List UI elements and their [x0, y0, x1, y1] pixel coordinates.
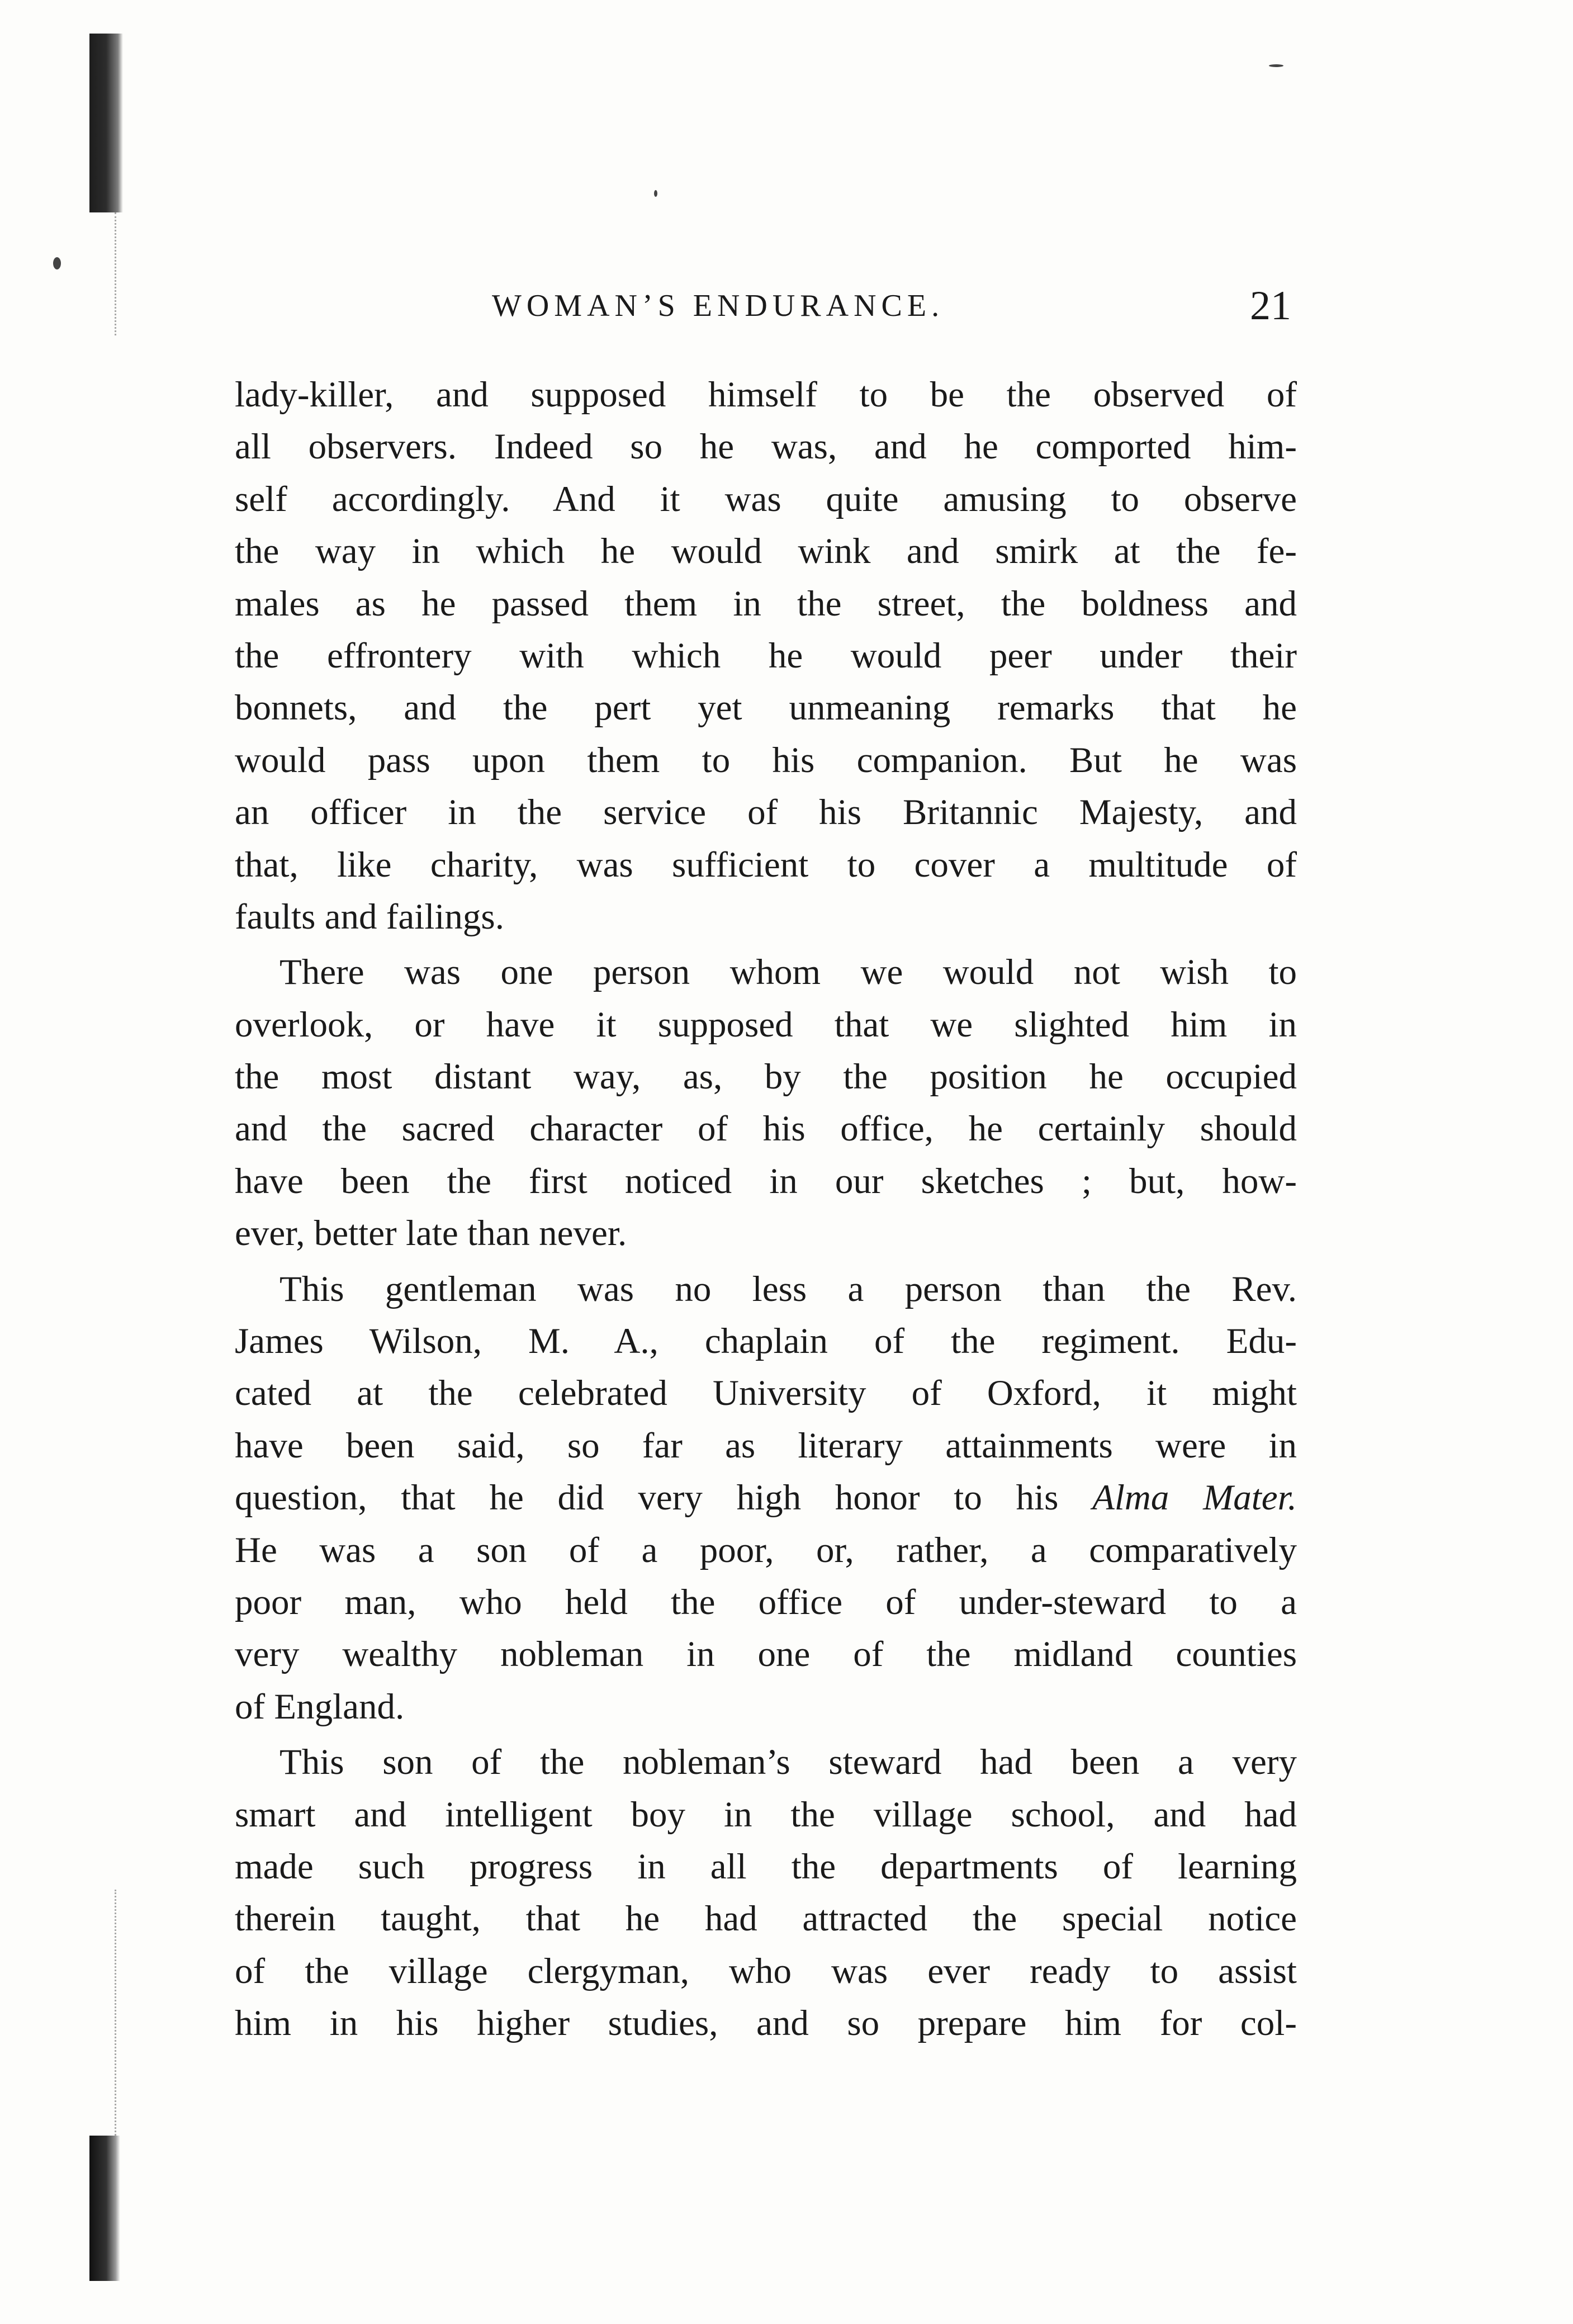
text-line: self accordingly. And it was quite amusing to observe — [235, 479, 1297, 519]
text-line: This gentleman was no less a person than the Rev. — [279, 1269, 1297, 1309]
text-line: He was a son of a poor, or, rather, a comparatively — [235, 1530, 1297, 1570]
body-text — [235, 369, 1297, 2050]
scan-speck — [654, 190, 657, 197]
text-line: question, that he did very high honor to his Alma Mater. — [235, 1478, 1297, 1518]
binding-shadow-bottom — [89, 2136, 120, 2281]
text-line: him in his higher studies, and so prepare him for col- — [235, 2003, 1297, 2044]
text-line: smart and intelligent boy in the village school, and had — [235, 1794, 1297, 1835]
text-line: of England. — [235, 1686, 405, 1727]
text-line: have been said, so far as literary attainments were in — [235, 1425, 1297, 1466]
binding-speckle — [115, 212, 139, 335]
text-line: an officer in the service of his Britannic Majesty, and — [235, 792, 1297, 833]
text-line: the most distant way, as, by the position he occupied — [235, 1057, 1297, 1097]
italic-phrase: Alma Mater. — [1092, 1478, 1297, 1518]
page-header — [240, 282, 1291, 333]
text-line: This son of the nobleman’s steward had been a very — [279, 1742, 1297, 1783]
text-line: bonnets, and the pert yet unmeaning remarks that he — [235, 688, 1297, 728]
text-line: There was one person whom we would not wish to — [279, 952, 1297, 993]
text-line: that, like charity, was sufficient to cover a multitude of — [235, 844, 1297, 885]
binding-shadow-top — [89, 34, 123, 212]
scan-speck — [53, 257, 61, 269]
scan-speck — [1269, 64, 1283, 67]
text-line: made such progress in all the departments of learning — [235, 1846, 1297, 1887]
text-line: lady-killer, and supposed himself to be the observed of — [235, 375, 1297, 415]
text-line: ever, better late than never. — [235, 1213, 627, 1254]
text-line: James Wilson, M. A., chaplain of the regiment. Edu- — [235, 1321, 1297, 1362]
text-line: all observers. Indeed so he was, and he comported him- — [235, 427, 1297, 467]
text-line: the effrontery with which he would peer under their — [235, 635, 1297, 676]
text-line: males as he passed them in the street, the boldness and — [235, 583, 1297, 624]
text-line: therein taught, that he had attracted the special notice — [235, 1899, 1297, 1939]
text-line: the way in which he would wink and smirk at the fe- — [235, 531, 1297, 572]
text-line: very wealthy nobleman in one of the midland counties — [235, 1634, 1297, 1675]
text-line: have been the first noticed in our sketches ; but, how- — [235, 1161, 1297, 1201]
page-number: 21 — [1250, 283, 1291, 329]
binding-speckle — [115, 1890, 139, 2136]
text-line: cated at the celebrated University of Oxford, it might — [235, 1373, 1297, 1414]
text-line: of the village clergyman, who was ever ready to assist — [235, 1951, 1297, 1991]
text-line: overlook, or have it supposed that we slighted him in — [235, 1004, 1297, 1045]
text-line: faults and failings. — [235, 896, 504, 937]
text-line: and the sacred character of his office, he certainly should — [235, 1109, 1297, 1149]
running-title: WOMAN’S ENDURANCE. — [492, 288, 945, 323]
text-line: would pass upon them to his companion. But he was — [235, 740, 1297, 780]
text-line: poor man, who held the office of under-steward to a — [235, 1582, 1297, 1622]
